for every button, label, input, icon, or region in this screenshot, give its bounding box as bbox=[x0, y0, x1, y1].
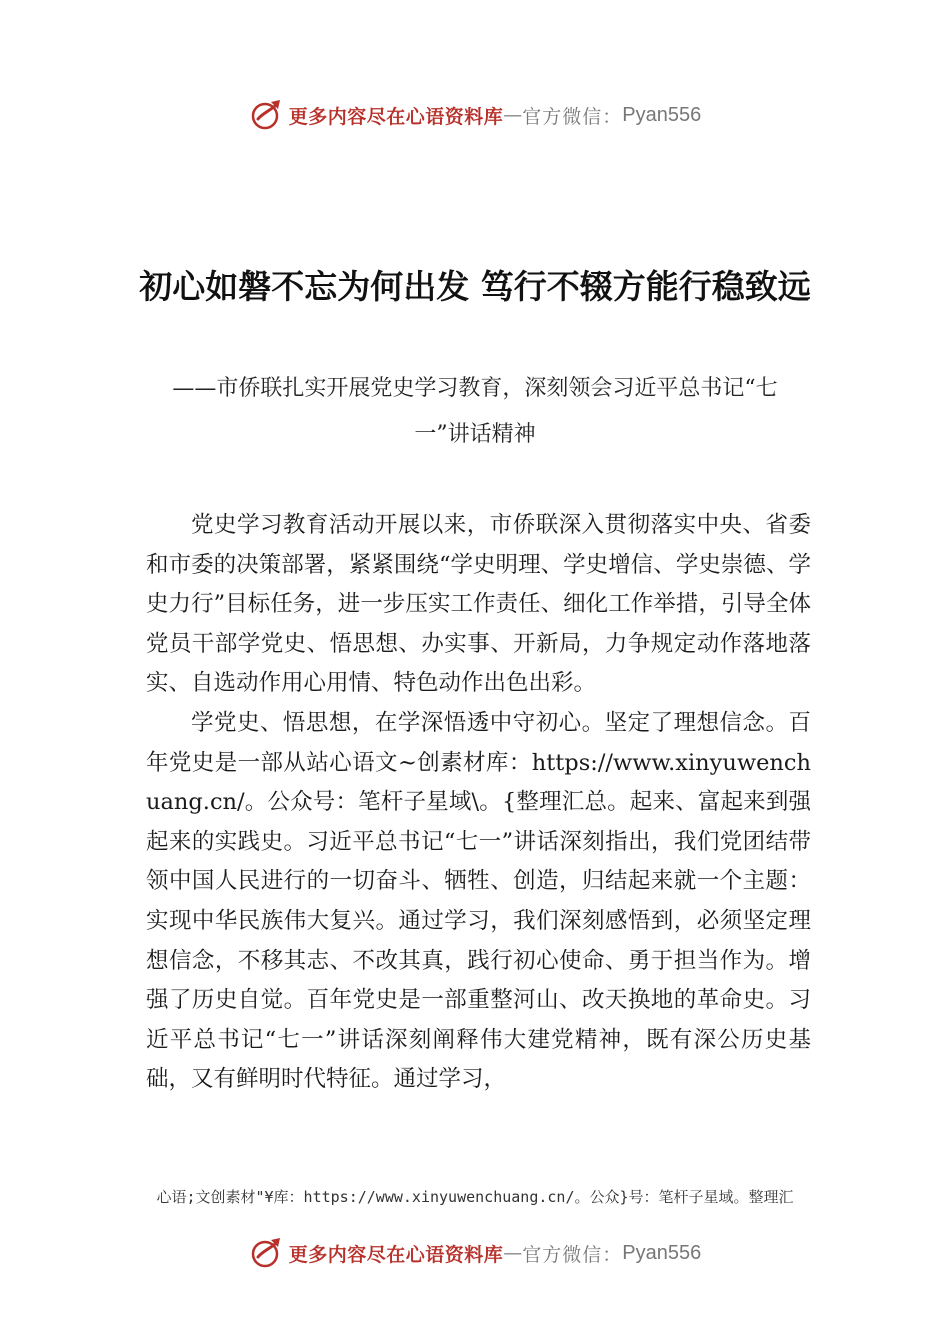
header-banner bbox=[0, 95, 950, 135]
paragraph: 学党史、悟思想，在学深悟透中守初心。坚定了理想信念。百年党史是一部从站心语文~创素材库：https://www.xinyuwenchuang.cn/。公众号：笔杆子星域\。{整理汇总。起来、富起来到强起来的实践史。习近平总书记“七一”讲话深刻指出，我们党团结带领中国人民进行的一切奋斗、牺牲、创造，归结起来就一个主题：实现中华民族伟大复兴。通过学习，我们深刻感悟到，必须坚定理想信念，不移其志、不改其真，践行初心使命、勇于担当作为。增强了历史自觉。百年党史是一部重整河山、改天换地的革命史。习近平总书记“七一”讲话深刻阐释伟大建党精神，既有深公历史基础，又有鲜明时代特征。通过学习， bbox=[146, 709, 811, 1093]
document-subtitle: ——市侨联扎实开展党史学习教育，深刻领会习近平总书记“七一”讲话精神 bbox=[172, 376, 778, 447]
banner-separator: — bbox=[503, 104, 523, 126]
banner-main-text: 更多内容尽在心语资料库 bbox=[288, 1243, 504, 1266]
banner-wechat-label: 官方微信： bbox=[522, 1243, 623, 1266]
pen-logo-icon bbox=[249, 97, 285, 133]
banner-wechat-id: Pyan556 bbox=[622, 1241, 702, 1264]
document-body bbox=[146, 506, 811, 1100]
document-title: 初心如磐不忘为何出发 笃行不辍方能行稳致远 bbox=[139, 267, 811, 306]
footer-banner bbox=[0, 1233, 950, 1273]
pen-logo-icon bbox=[249, 1235, 285, 1271]
footer-watermark-text: 心语;文创素材"¥库：https://www.xinyuwenchuang.cn/。公众}号：笔杆子星域。整理汇 bbox=[156, 1188, 794, 1206]
banner-wechat-label: 官方微信： bbox=[522, 105, 623, 128]
banner-main-text: 更多内容尽在心语资料库 bbox=[288, 105, 504, 128]
banner-wechat-id: Pyan556 bbox=[622, 103, 702, 126]
paragraph: 党史学习教育活动开展以来，市侨联深入贯彻落实中央、省委和市委的决策部署，紧紧围绕“学史明理、学史增信、学史崇德、学史力行”目标任务，进一步压实工作责任、细化工作举措，引导全体党员干部学党史、悟思想、办实事、开新局，力争规定动作落地落实、自选动作用心用情、特色动作出色出彩。 bbox=[146, 512, 811, 697]
banner-separator: — bbox=[503, 1242, 523, 1264]
